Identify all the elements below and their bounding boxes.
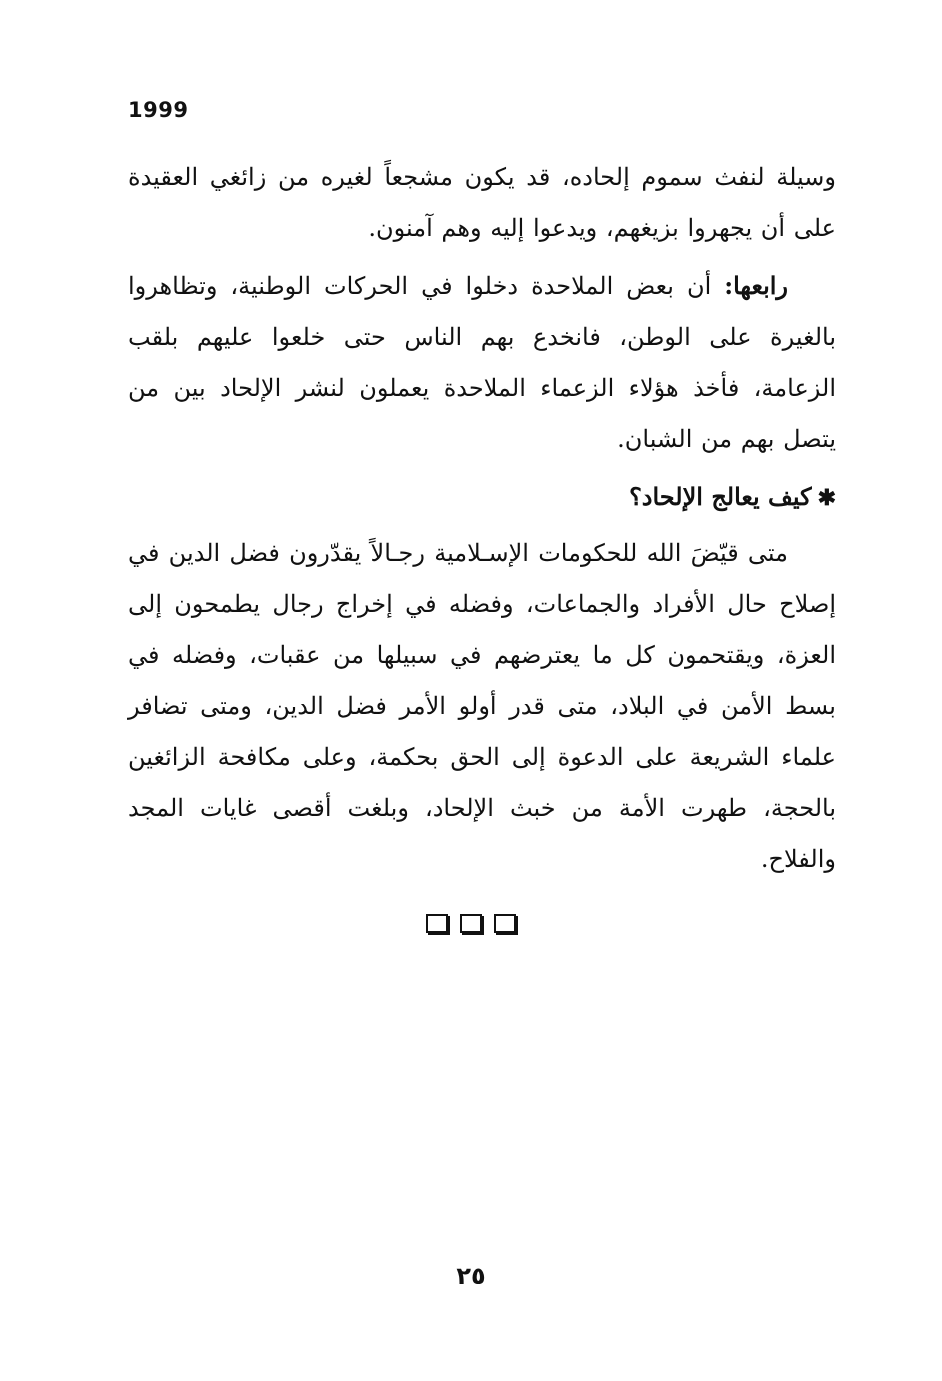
section-heading-text: كيف يعالج الإلحاد؟ (629, 482, 812, 511)
square-ornament-icon (426, 914, 448, 933)
square-ornament-icon (494, 914, 516, 933)
page-number: ٢٥ (456, 1262, 486, 1290)
header-year: 1999 (128, 98, 189, 122)
paragraph-text: متى قيّضَ الله للحكومات الإسـلامية رجـالاً يقدّرون فضل الدين في إصلاح حال الأفراد والجماعات، وفضله في إخراج رجال يطمحون إلى العزة، ويقتحمون كل ما يعترضهم في سبيلها من عقبات، وفضله في بسط الأمن في البلاد، متى قدر أولو الأمر فضل الدين، ومتى تضافر علماء الشريعة على الدعوة إلى الحق بحكمة، وعلى مكافحة الزائغين بالحجة، طهرت الأمة من خبث الإلحاد، وبلغت أقصى غايات المجد والفلاح. (128, 539, 836, 873)
paragraph-text: وسيلة لنفث سموم إلحاده، قد يكون مشجعاً لغيره من زائغي العقيدة على أن يجهروا بزيغهم، ويدعوا إليه وهم آمنون. (128, 163, 836, 242)
paragraph-fourth-reason (128, 260, 836, 465)
square-ornament-icon (460, 914, 482, 933)
section-separator (0, 914, 942, 933)
asterisk-icon: ✱ (817, 485, 836, 511)
section-heading (128, 471, 836, 524)
paragraph-text: أن بعض الملاحدة دخلوا في الحركات الوطنية، وتظاهروا بالغيرة على الوطن، فانخدع بهم الناس حتى خلعوا عليهم بلقب الزعامة، فأخذ هؤلاء الزعماء الملاحدة يعملون لنشر الإلحاد بين من يتصل بهم من الشبان. (128, 272, 836, 453)
paragraph-remedy (128, 528, 836, 885)
paragraph-lead: رابعها: (724, 271, 788, 300)
body-text (128, 152, 836, 891)
paragraph-continuation (128, 152, 836, 254)
